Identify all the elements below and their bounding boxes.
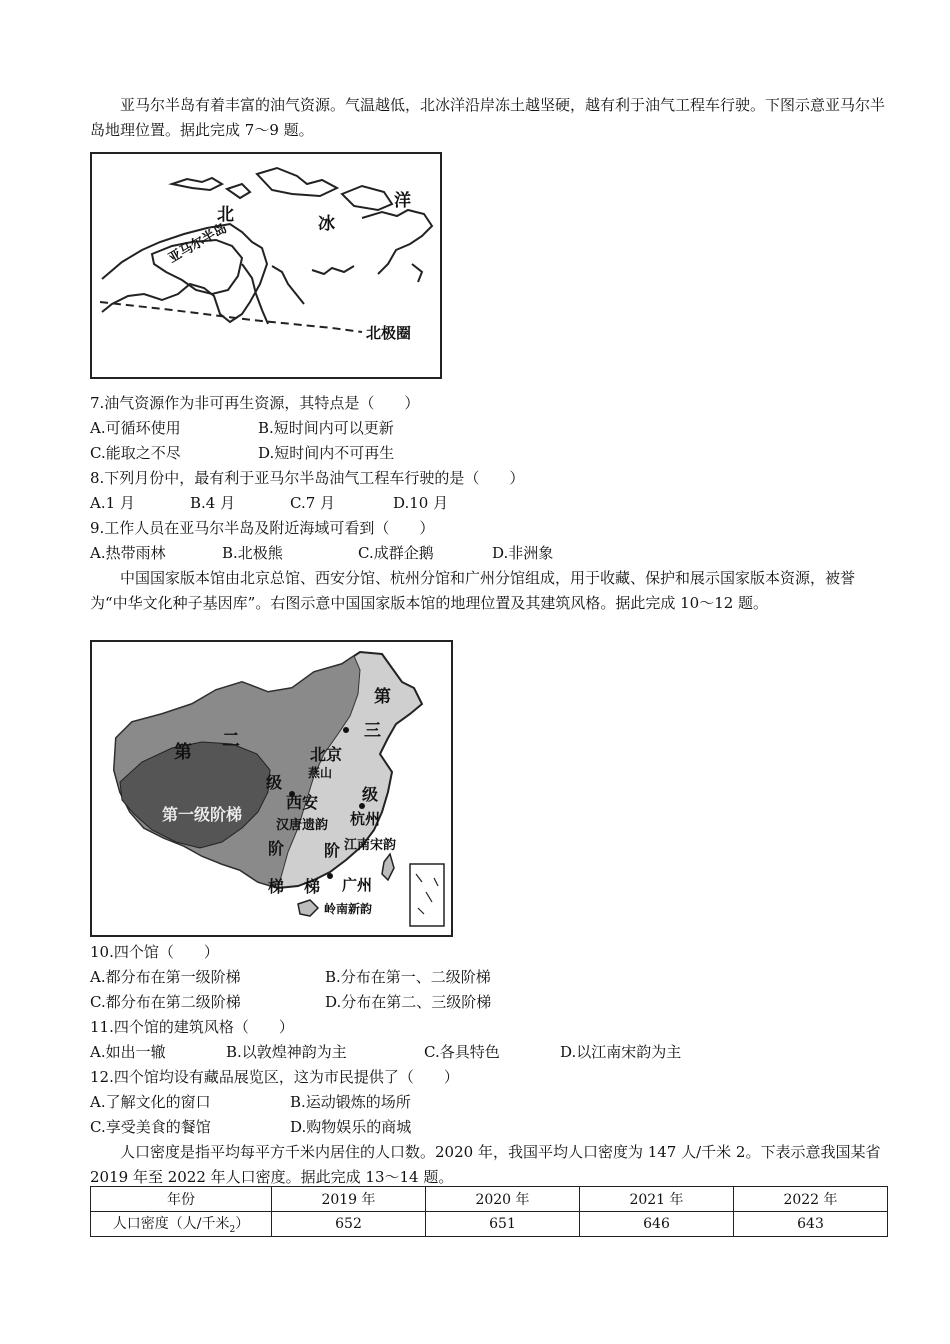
label-di-left: 第	[174, 742, 192, 763]
label-bei: 北	[217, 205, 234, 225]
label-ti-right: 梯	[304, 877, 321, 896]
island-outline	[257, 168, 337, 196]
q8-option-c[interactable]: C.7 月	[290, 494, 336, 512]
table-header-cell: 2019 年	[272, 1187, 426, 1212]
arctic-circle-line	[100, 302, 362, 332]
q10-option-b[interactable]: B.分布在第一、二级阶梯	[325, 968, 491, 986]
guangzhou-marker	[327, 873, 333, 879]
label-bing: 冰	[318, 214, 335, 234]
q11-option-b[interactable]: B.以敦煌神韵为主	[226, 1043, 347, 1061]
label-yanshan-style: 燕山	[308, 766, 333, 780]
q9-option-c[interactable]: C.成群企鹅	[358, 544, 434, 562]
q12-option-c[interactable]: C.享受美食的餐馆	[90, 1118, 211, 1136]
q11-option-d[interactable]: D.以江南宋韵为主	[560, 1043, 682, 1061]
island-outline	[342, 186, 392, 210]
q10-option-c[interactable]: C.都分布在第二级阶梯	[90, 993, 241, 1011]
label-yang: 洋	[394, 191, 411, 211]
label-lingnan-style: 岭南新韵	[324, 902, 373, 916]
label-yamal-peninsula: 亚马尔半岛	[166, 220, 230, 267]
table-header-cell: 2021 年	[580, 1187, 734, 1212]
label-beijing: 北京	[310, 745, 343, 764]
population-density-table	[90, 1186, 888, 1237]
q11-option-c[interactable]: C.各具特色	[424, 1043, 500, 1061]
q12-option-b[interactable]: B.运动锻炼的场所	[290, 1093, 411, 1111]
table-cell: 652	[272, 1212, 426, 1237]
table-cell: 646	[580, 1212, 734, 1237]
passage-yamal: 亚马尔半岛有着丰富的油气资源。气温越低，北冰洋沿岸冻土越坚硬，越有利于油气工程车行驶。下图示意亚马尔半岛地理位置。据此完成 7～9 题。	[90, 96, 886, 139]
table-header-year-label: 年份	[91, 1187, 272, 1212]
island-outline	[227, 184, 250, 198]
q7-option-a[interactable]: A.可循环使用	[90, 419, 181, 437]
passage-population-density: 人口密度是指平均每平方千米内居住的人口数。2020 年，我国平均人口密度为 147 人/千米 2。下表示意我国某省 2019 年至 2022 年人口密度。据此完成 13～14 题。	[90, 1143, 881, 1186]
q10-option-d[interactable]: D.分布在第二、三级阶梯	[325, 993, 492, 1011]
taiwan-island	[382, 854, 394, 880]
q8-option-b[interactable]: B.4 月	[190, 494, 236, 512]
q8-stem: 8.下列月份中，最有利于亚马尔半岛油气工程车行驶的是（ ）	[90, 469, 525, 487]
q12-option-d[interactable]: D.购物娱乐的商城	[290, 1118, 412, 1136]
map-yamal-graphic	[92, 154, 440, 377]
label-first-step: 第一级阶梯	[162, 805, 243, 824]
island-outline	[172, 178, 222, 190]
q10-stem: 10.四个馆（ ）	[90, 943, 219, 961]
q8-option-d[interactable]: D.10 月	[393, 494, 449, 512]
q9-option-b[interactable]: B.北极熊	[222, 544, 283, 562]
passage-national-archives: 中国国家版本馆由北京总馆、西安分馆、杭州分馆和广州分馆组成，用于收藏、保护和展示国家版本资源，被誉为“中华文化种子基因库”。右图示意中国国家版本馆的地理位置及其建筑风格。据此完成 10～12 题。	[90, 569, 856, 612]
label-ji-mid: 级	[266, 773, 283, 792]
q7-stem: 7.油气资源作为非可再生资源，其特点是（ ）	[90, 394, 420, 412]
label-jie-right: 阶	[324, 841, 341, 860]
label-san-right: 三	[364, 721, 381, 741]
label-guangzhou: 广州	[342, 876, 373, 894]
q10-option-a[interactable]: A.都分布在第一级阶梯	[90, 968, 241, 986]
q12-option-a[interactable]: A.了解文化的窗口	[90, 1093, 211, 1111]
table-cell: 651	[426, 1212, 580, 1237]
row-label-text: 人口密度（人/千米	[112, 1216, 230, 1233]
label-jiangnan-style: 江南宋韵	[344, 838, 397, 853]
q9-option-d[interactable]: D.非洲象	[492, 544, 554, 562]
table-header-row	[91, 1187, 888, 1212]
label-hantang-style: 汉唐遗韵	[276, 818, 329, 833]
table-cell: 643	[734, 1212, 888, 1237]
table-row	[91, 1212, 888, 1237]
label-jie-mid: 阶	[268, 839, 285, 858]
q8-option-a[interactable]: A.1 月	[90, 494, 135, 512]
map-yamal-peninsula	[90, 152, 442, 379]
q7-option-b[interactable]: B.短时间内可以更新	[258, 419, 394, 437]
table-row-label	[91, 1212, 272, 1237]
hainan-island	[298, 900, 318, 916]
label-xian: 西安	[286, 793, 319, 812]
south-china-sea-inset	[410, 864, 444, 926]
label-di-right: 第	[374, 687, 391, 707]
q9-stem: 9.工作人员在亚马尔半岛及附近海域可看到（ ）	[90, 519, 435, 537]
label-ti-mid: 梯	[268, 877, 285, 896]
q7-option-c[interactable]: C.能取之不尽	[90, 444, 181, 462]
q7-option-d[interactable]: D.短时间内不可再生	[258, 444, 395, 462]
table-header-cell: 2022 年	[734, 1187, 888, 1212]
q11-stem: 11.四个馆的建筑风格（ ）	[90, 1018, 294, 1036]
label-ji-right: 级	[362, 785, 379, 804]
map-china-terrain	[90, 640, 453, 937]
table-header-cell: 2020 年	[426, 1187, 580, 1212]
beijing-marker	[343, 727, 349, 733]
q11-option-a[interactable]: A.如出一辙	[90, 1043, 166, 1061]
row-label-sub: 2	[229, 1224, 236, 1235]
label-hangzhou: 杭州	[350, 810, 381, 828]
label-arctic-circle: 北极圈	[366, 324, 412, 342]
row-label-close: ）	[235, 1216, 250, 1233]
q9-option-a[interactable]: A.热带雨林	[90, 544, 166, 562]
q12-stem: 12.四个馆均设有藏品展览区，这为市民提供了（ ）	[90, 1068, 459, 1086]
label-er-left: 二	[222, 730, 240, 751]
